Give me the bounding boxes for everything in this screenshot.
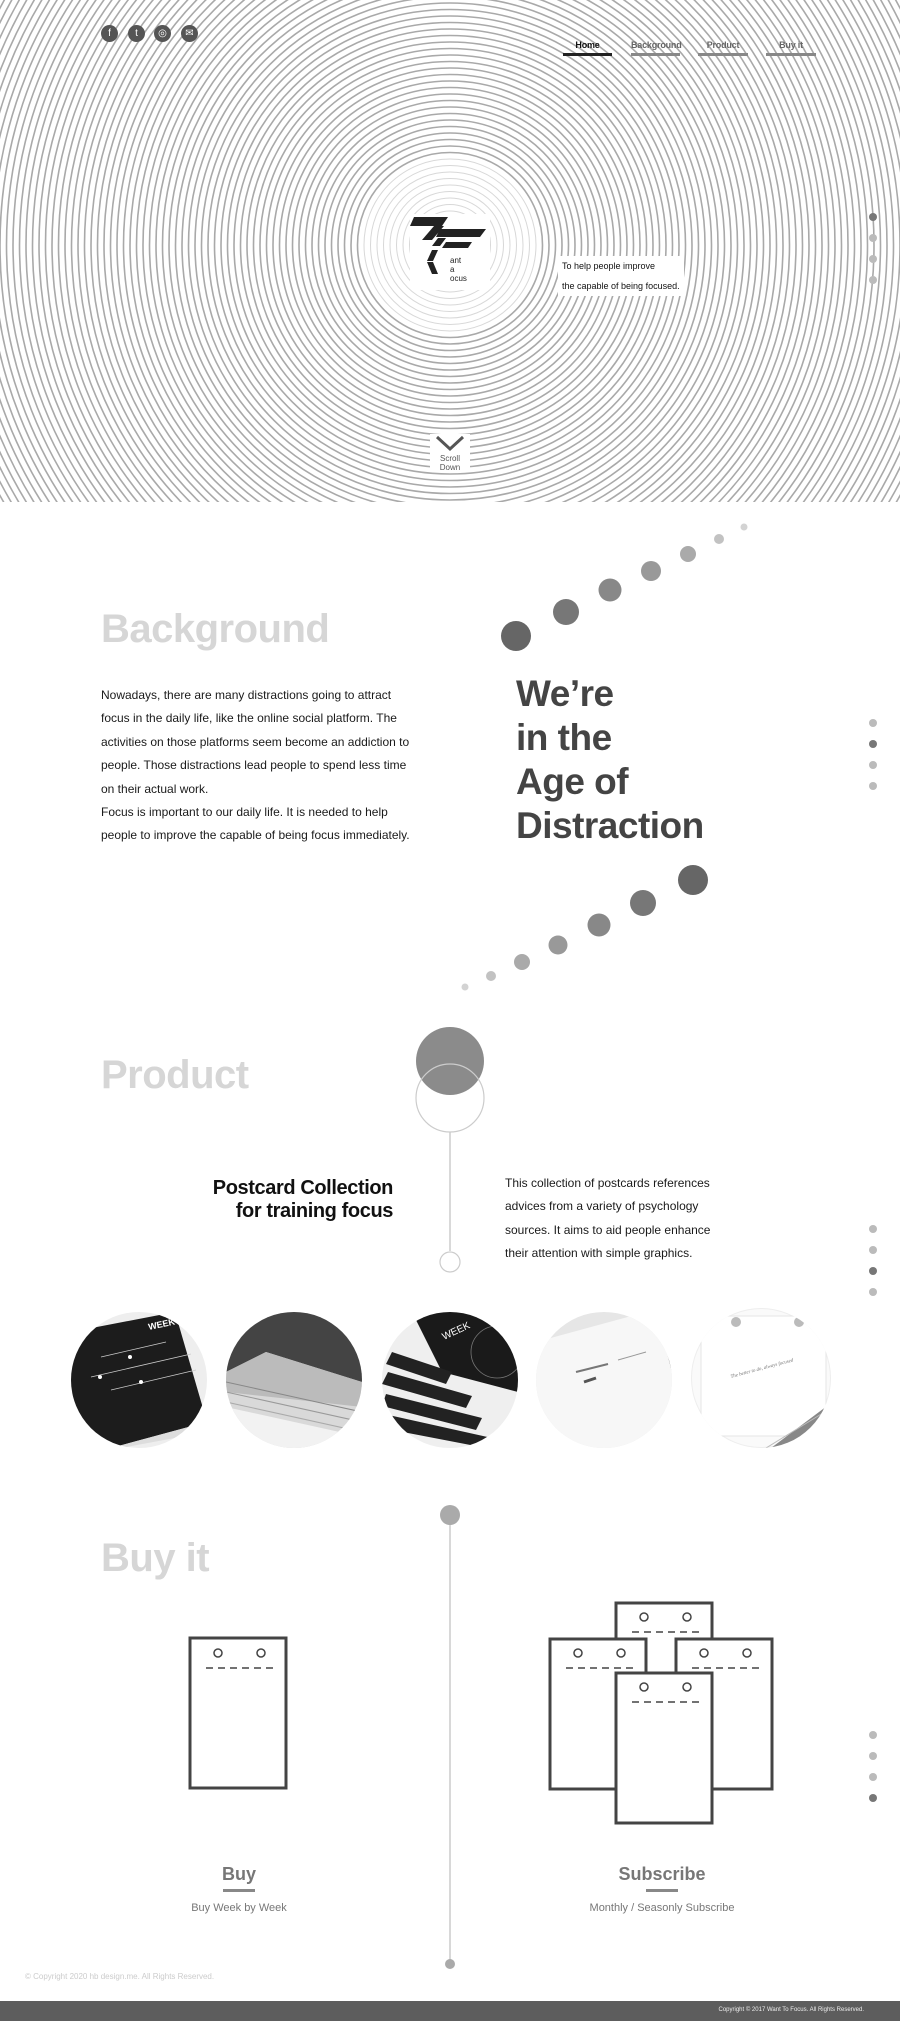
- subscribe-button-label: Subscribe: [618, 1864, 706, 1884]
- pager-dot[interactable]: [869, 1288, 877, 1296]
- hero-section: [0, 0, 900, 502]
- description-line: advices from a variety of psychology: [505, 1199, 699, 1214]
- mail-icon[interactable]: ✉: [181, 25, 198, 42]
- pager-dot[interactable]: [869, 255, 877, 263]
- description-line: sources. It aims to aid people enhance: [505, 1222, 711, 1237]
- buy-button[interactable]: [199, 1864, 279, 1892]
- buy-timeline-decoration: [440, 1505, 460, 1975]
- logo-word-ant: ant: [450, 256, 462, 265]
- photo-week-label: WEEK: [440, 1320, 472, 1343]
- distraction-headline: [516, 672, 704, 848]
- background-title: Background: [101, 607, 330, 651]
- nav-home[interactable]: [563, 40, 612, 56]
- photo-card-note-text: The better to do, always focused: [730, 1358, 795, 1380]
- buy-title: Buy it: [101, 1536, 210, 1580]
- buy-subtitle: Buy Week by Week: [191, 1902, 287, 1914]
- pager-dot[interactable]: [869, 761, 877, 769]
- nav-background-label: Background: [631, 40, 682, 50]
- paragraph-line: Nowadays, there are many distractions going to attract: [101, 688, 392, 702]
- paragraph-line: on their actual work.: [101, 781, 209, 796]
- pager-dot[interactable]: [869, 1225, 877, 1233]
- nav-buy-it-label: Buy it: [779, 40, 803, 50]
- section-pager: [869, 213, 879, 297]
- description-line: This collection of postcards references: [505, 1176, 710, 1190]
- pager-dot[interactable]: [869, 213, 877, 221]
- logo: [410, 214, 490, 290]
- subscription-postcards-icon: [548, 1601, 776, 1827]
- paragraph-line: people to improve the capable of being focus immediately.: [101, 828, 410, 843]
- chevron-down-icon: [434, 434, 466, 452]
- pager-dot[interactable]: [869, 234, 877, 242]
- postcard-title-line1: Postcard Collection: [212, 1177, 393, 1199]
- logo-word-a: a: [450, 265, 455, 274]
- pager-dot[interactable]: [869, 1752, 877, 1760]
- paragraph-line: Focus is important to our daily life. It is needed to help: [101, 805, 388, 820]
- paragraph-line: activities on those platforms seem become an addiction to: [101, 734, 410, 749]
- nav-product-label: Product: [706, 40, 740, 50]
- photo-card-light: [536, 1312, 672, 1448]
- product-photo-1[interactable]: [71, 1312, 207, 1448]
- nav-product[interactable]: [698, 40, 748, 56]
- pager-dot[interactable]: [869, 719, 877, 727]
- scroll-label-1: Scroll: [439, 454, 460, 463]
- pager-dot[interactable]: [869, 1773, 877, 1781]
- hero-tagline-line2: the capable of being focused.: [562, 281, 680, 291]
- pager-dot[interactable]: [869, 782, 877, 790]
- photo-card-stack-gray: [226, 1312, 362, 1448]
- photo-card-note: [691, 1308, 831, 1448]
- postcard-collection-title: [200, 1177, 393, 1223]
- headline-line: Age of: [516, 761, 629, 802]
- subscribe-button[interactable]: [602, 1864, 722, 1892]
- product-photo-2[interactable]: [226, 1312, 362, 1448]
- facebook-icon[interactable]: f: [101, 25, 118, 42]
- nav-background[interactable]: [631, 40, 680, 56]
- product-photo-3[interactable]: [382, 1312, 518, 1448]
- product-description: [505, 1172, 745, 1266]
- pager-dot[interactable]: [869, 276, 877, 284]
- footer-copyright: Copyright © 2017 Want To Focus. All Rights Reserved.: [718, 2007, 864, 2013]
- subscribe-subtitle: Monthly / Seasonly Subscribe: [589, 1902, 735, 1914]
- pager-dot[interactable]: [869, 1267, 877, 1275]
- buy-button-label: Buy: [221, 1864, 256, 1884]
- nav-buy-it[interactable]: [766, 40, 816, 56]
- headline-line: Distraction: [516, 805, 704, 846]
- pager-dot[interactable]: [869, 740, 877, 748]
- single-postcard-icon: [188, 1636, 292, 1792]
- description-line: their attention with simple graphics.: [505, 1246, 693, 1261]
- pager-dot[interactable]: [869, 1246, 877, 1254]
- headline-line: in the: [516, 717, 612, 758]
- hero-tagline-line1: To help people improve: [562, 261, 656, 271]
- instagram-icon[interactable]: ◎: [154, 25, 171, 42]
- photo-week-stack-black: [382, 1312, 518, 1448]
- product-title: Product: [101, 1053, 249, 1097]
- logo-word-ocus: ocus: [450, 274, 467, 283]
- section-pager: [869, 1731, 879, 1815]
- twitter-icon[interactable]: t: [128, 25, 145, 42]
- nav-home-label: Home: [575, 40, 600, 50]
- photo-week-label: WEEK: [147, 1316, 176, 1332]
- headline-line: We’re: [516, 673, 614, 714]
- designer-copyright: © Copyright 2020 hb design.me. All Rights Reserved.: [25, 1972, 215, 1981]
- photo-week-card-dark: [71, 1312, 207, 1448]
- footer: [0, 2001, 900, 2021]
- product-timeline-decoration: [410, 1025, 490, 1275]
- scroll-down-button[interactable]: [430, 434, 470, 472]
- pager-dot[interactable]: [869, 1794, 877, 1802]
- paragraph-line: people. Those distractions lead people to spend less time: [101, 758, 407, 773]
- hero-tagline: [558, 256, 684, 296]
- background-paragraph: [101, 684, 431, 848]
- postcard-title-line2: for training focus: [235, 1200, 393, 1222]
- product-photo-5[interactable]: [691, 1308, 831, 1448]
- section-pager: [869, 719, 879, 803]
- scroll-label-2: Down: [439, 463, 461, 472]
- paragraph-line: focus in the daily life, like the online social platform. The: [101, 711, 397, 726]
- product-photo-4[interactable]: [536, 1312, 672, 1448]
- section-pager: [869, 1225, 879, 1309]
- pager-dot[interactable]: [869, 1731, 877, 1739]
